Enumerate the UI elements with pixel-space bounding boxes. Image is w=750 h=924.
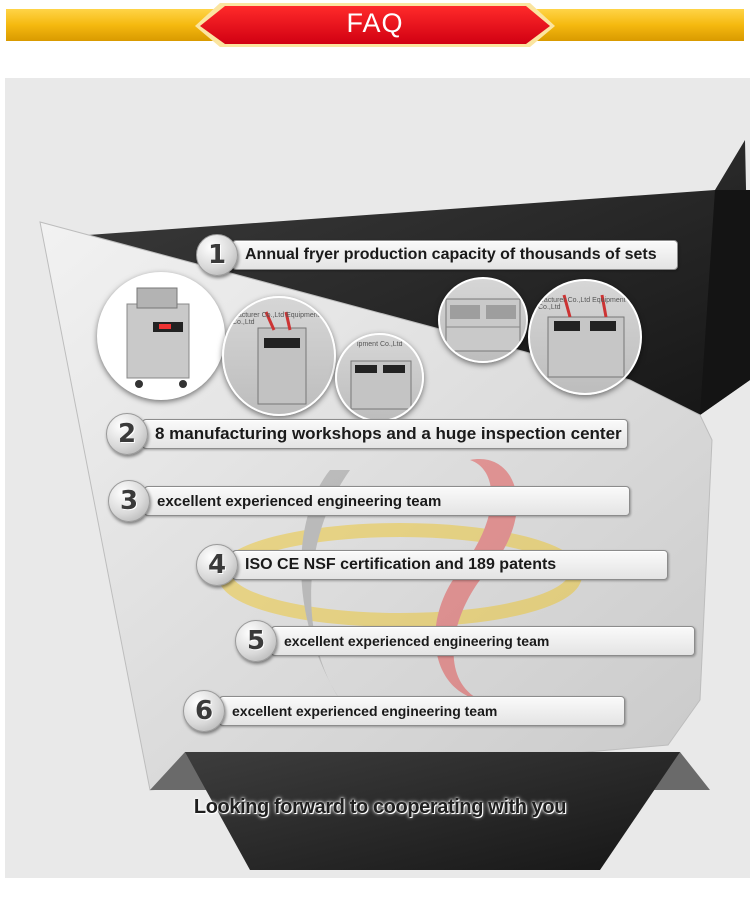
number-badge: 2: [106, 413, 148, 455]
number-badge: 3: [108, 480, 150, 522]
photo-caption: ufacturer Co.,Ltd Equipment Co.,Ltd: [232, 312, 320, 326]
footer-cta: Looking forward to cooperating with you: [193, 796, 567, 818]
pressure-fryer-photo: [97, 272, 225, 400]
banner-title: FAQ: [346, 8, 404, 38]
faq-item-label: 8 manufacturing workshops and a huge inspection center: [142, 419, 628, 449]
faq-item-6: [183, 690, 625, 732]
number-badge: 4: [196, 544, 238, 586]
faq-item-label: Annual fryer production capacity of thousands of sets: [232, 240, 678, 270]
open-fryer-photo: [222, 296, 336, 416]
faq-item-3: [108, 480, 630, 522]
photo-caption: ipment Co.,Ltd: [357, 341, 403, 348]
faq-item-label: ISO CE NSF certification and 189 patents: [232, 550, 668, 580]
number-badge: 5: [235, 620, 277, 662]
double-fryer-photo: [335, 333, 424, 422]
faq-item-label: excellent experienced engineering team: [144, 486, 630, 516]
faq-item-4: [196, 544, 668, 586]
number-badge: 6: [183, 690, 225, 732]
faq-item-label: excellent experienced engineering team: [271, 626, 695, 656]
gas-fryer-photo: [528, 279, 642, 395]
number-badge: 1: [196, 234, 238, 276]
photo-caption: ufacturer Co.,Ltd Equipment Co.,Ltd: [538, 297, 626, 311]
faq-item-5: [235, 620, 695, 662]
counter-fryer-photo: [438, 277, 528, 363]
faq-item-2: [106, 413, 628, 455]
faq-item-label: excellent experienced engineering team: [219, 696, 625, 726]
faq-item-1: [196, 234, 678, 276]
